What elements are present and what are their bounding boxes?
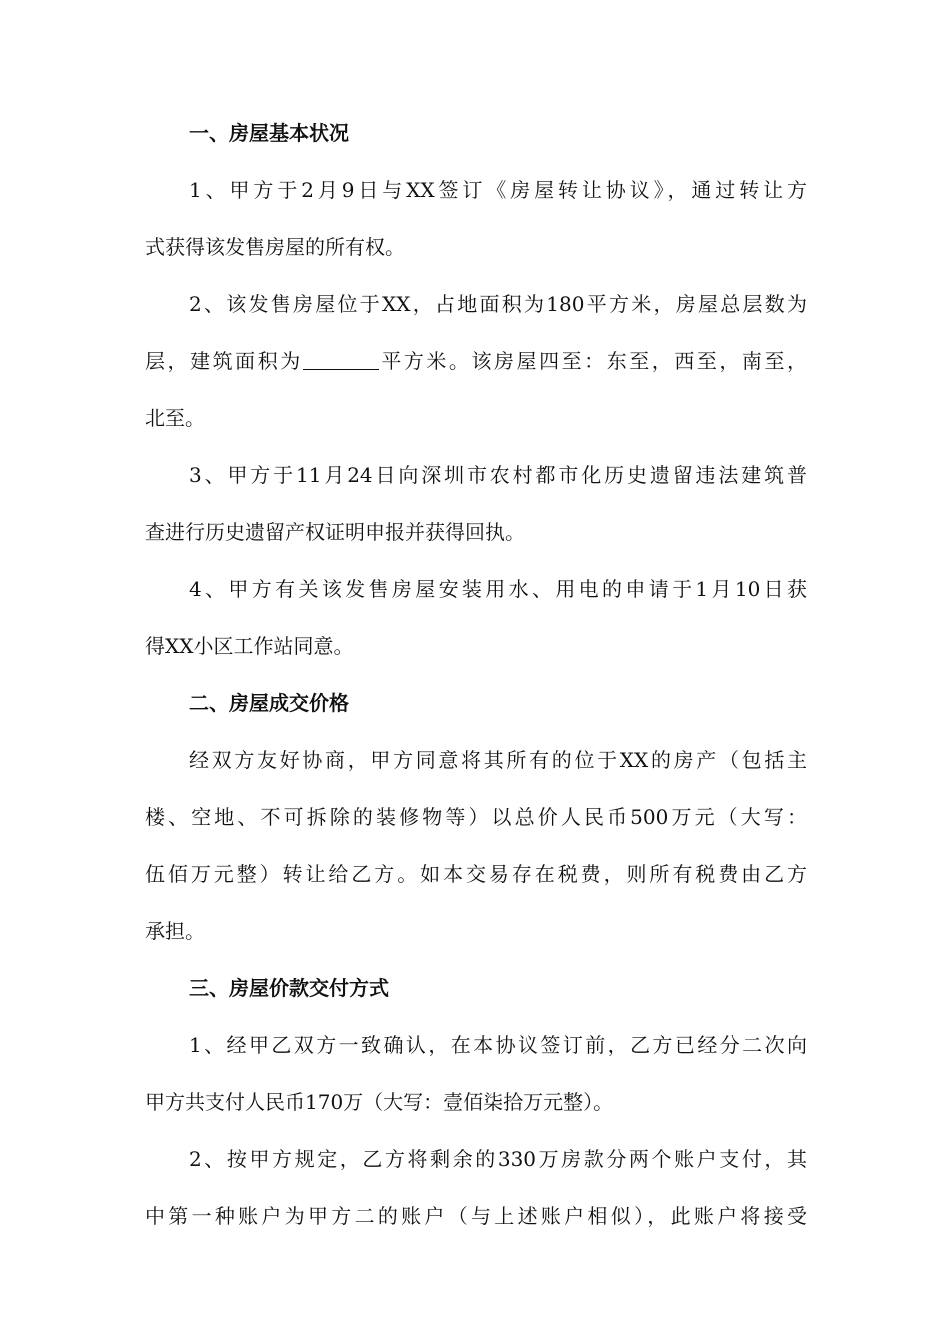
text-line: 3、甲方于11月24日向深圳市农村都市化历史遗留违法建筑普: [189, 463, 807, 487]
text-line: 得XX小区工作站同意。: [145, 634, 354, 658]
paragraph-3-1: [145, 1017, 807, 1131]
section-heading-payment: 三、房屋价款交付方式: [189, 976, 389, 1000]
text-line: 甲方共支付人民币170万（大写：壹佰柒拾万元整）。: [145, 1090, 614, 1114]
text-line: 2、该发售房屋位于XX，占地面积为180平方米，房屋总层数为: [189, 292, 807, 316]
paragraph-1-4: [145, 561, 807, 675]
text-line: 承担。: [145, 919, 205, 943]
paragraph-1-2: [145, 276, 807, 447]
blank-fill-line: [303, 349, 379, 370]
text-line-with-blank: [145, 333, 807, 390]
paragraph-1-3: [145, 447, 807, 561]
text-line: 4、甲方有关该发售房屋安装用水、用电的申请于1月10日获: [189, 577, 807, 601]
text-line: 中第一种账户为甲方二的账户（与上述账户相似），此账户将接受: [145, 1204, 807, 1228]
paragraph-3-2: [145, 1131, 807, 1245]
text-line: 伍佰万元整）转让给乙方。如本交易存在税费，则所有税费由乙方: [145, 862, 807, 886]
document-page: [145, 105, 807, 1245]
text-line: 1、经甲乙双方一致确认，在本协议签订前，乙方已经分二次向: [189, 1033, 807, 1057]
text-line: 北至。: [145, 406, 205, 430]
section-heading-basic-status: 一、房屋基本状况: [189, 121, 349, 145]
section-heading-price: 二、房屋成交价格: [189, 691, 349, 715]
text-fragment: 层，建筑面积为: [145, 349, 303, 373]
text-line: 楼、空地、不可拆除的装修物等）以总价人民币500万元（大写：: [145, 805, 807, 829]
paragraph-2-1: [145, 732, 807, 960]
text-line: 2、按甲方规定，乙方将剩余的330万房款分两个账户支付，其: [189, 1147, 807, 1171]
text-line: 查进行历史遗留产权证明申报并获得回执。: [145, 520, 525, 544]
text-line: 1、甲方于2月9日与XX签订《房屋转让协议》，通过转让方: [189, 178, 807, 202]
text-fragment: 平方米。该房屋四至：东至，西至，南至，: [378, 349, 808, 373]
paragraph-1-1: [145, 162, 807, 276]
text-line: 式获得该发售房屋的所有权。: [145, 235, 405, 259]
text-line: 经双方友好协商，甲方同意将其所有的位于XX的房产（包括主: [189, 748, 807, 772]
